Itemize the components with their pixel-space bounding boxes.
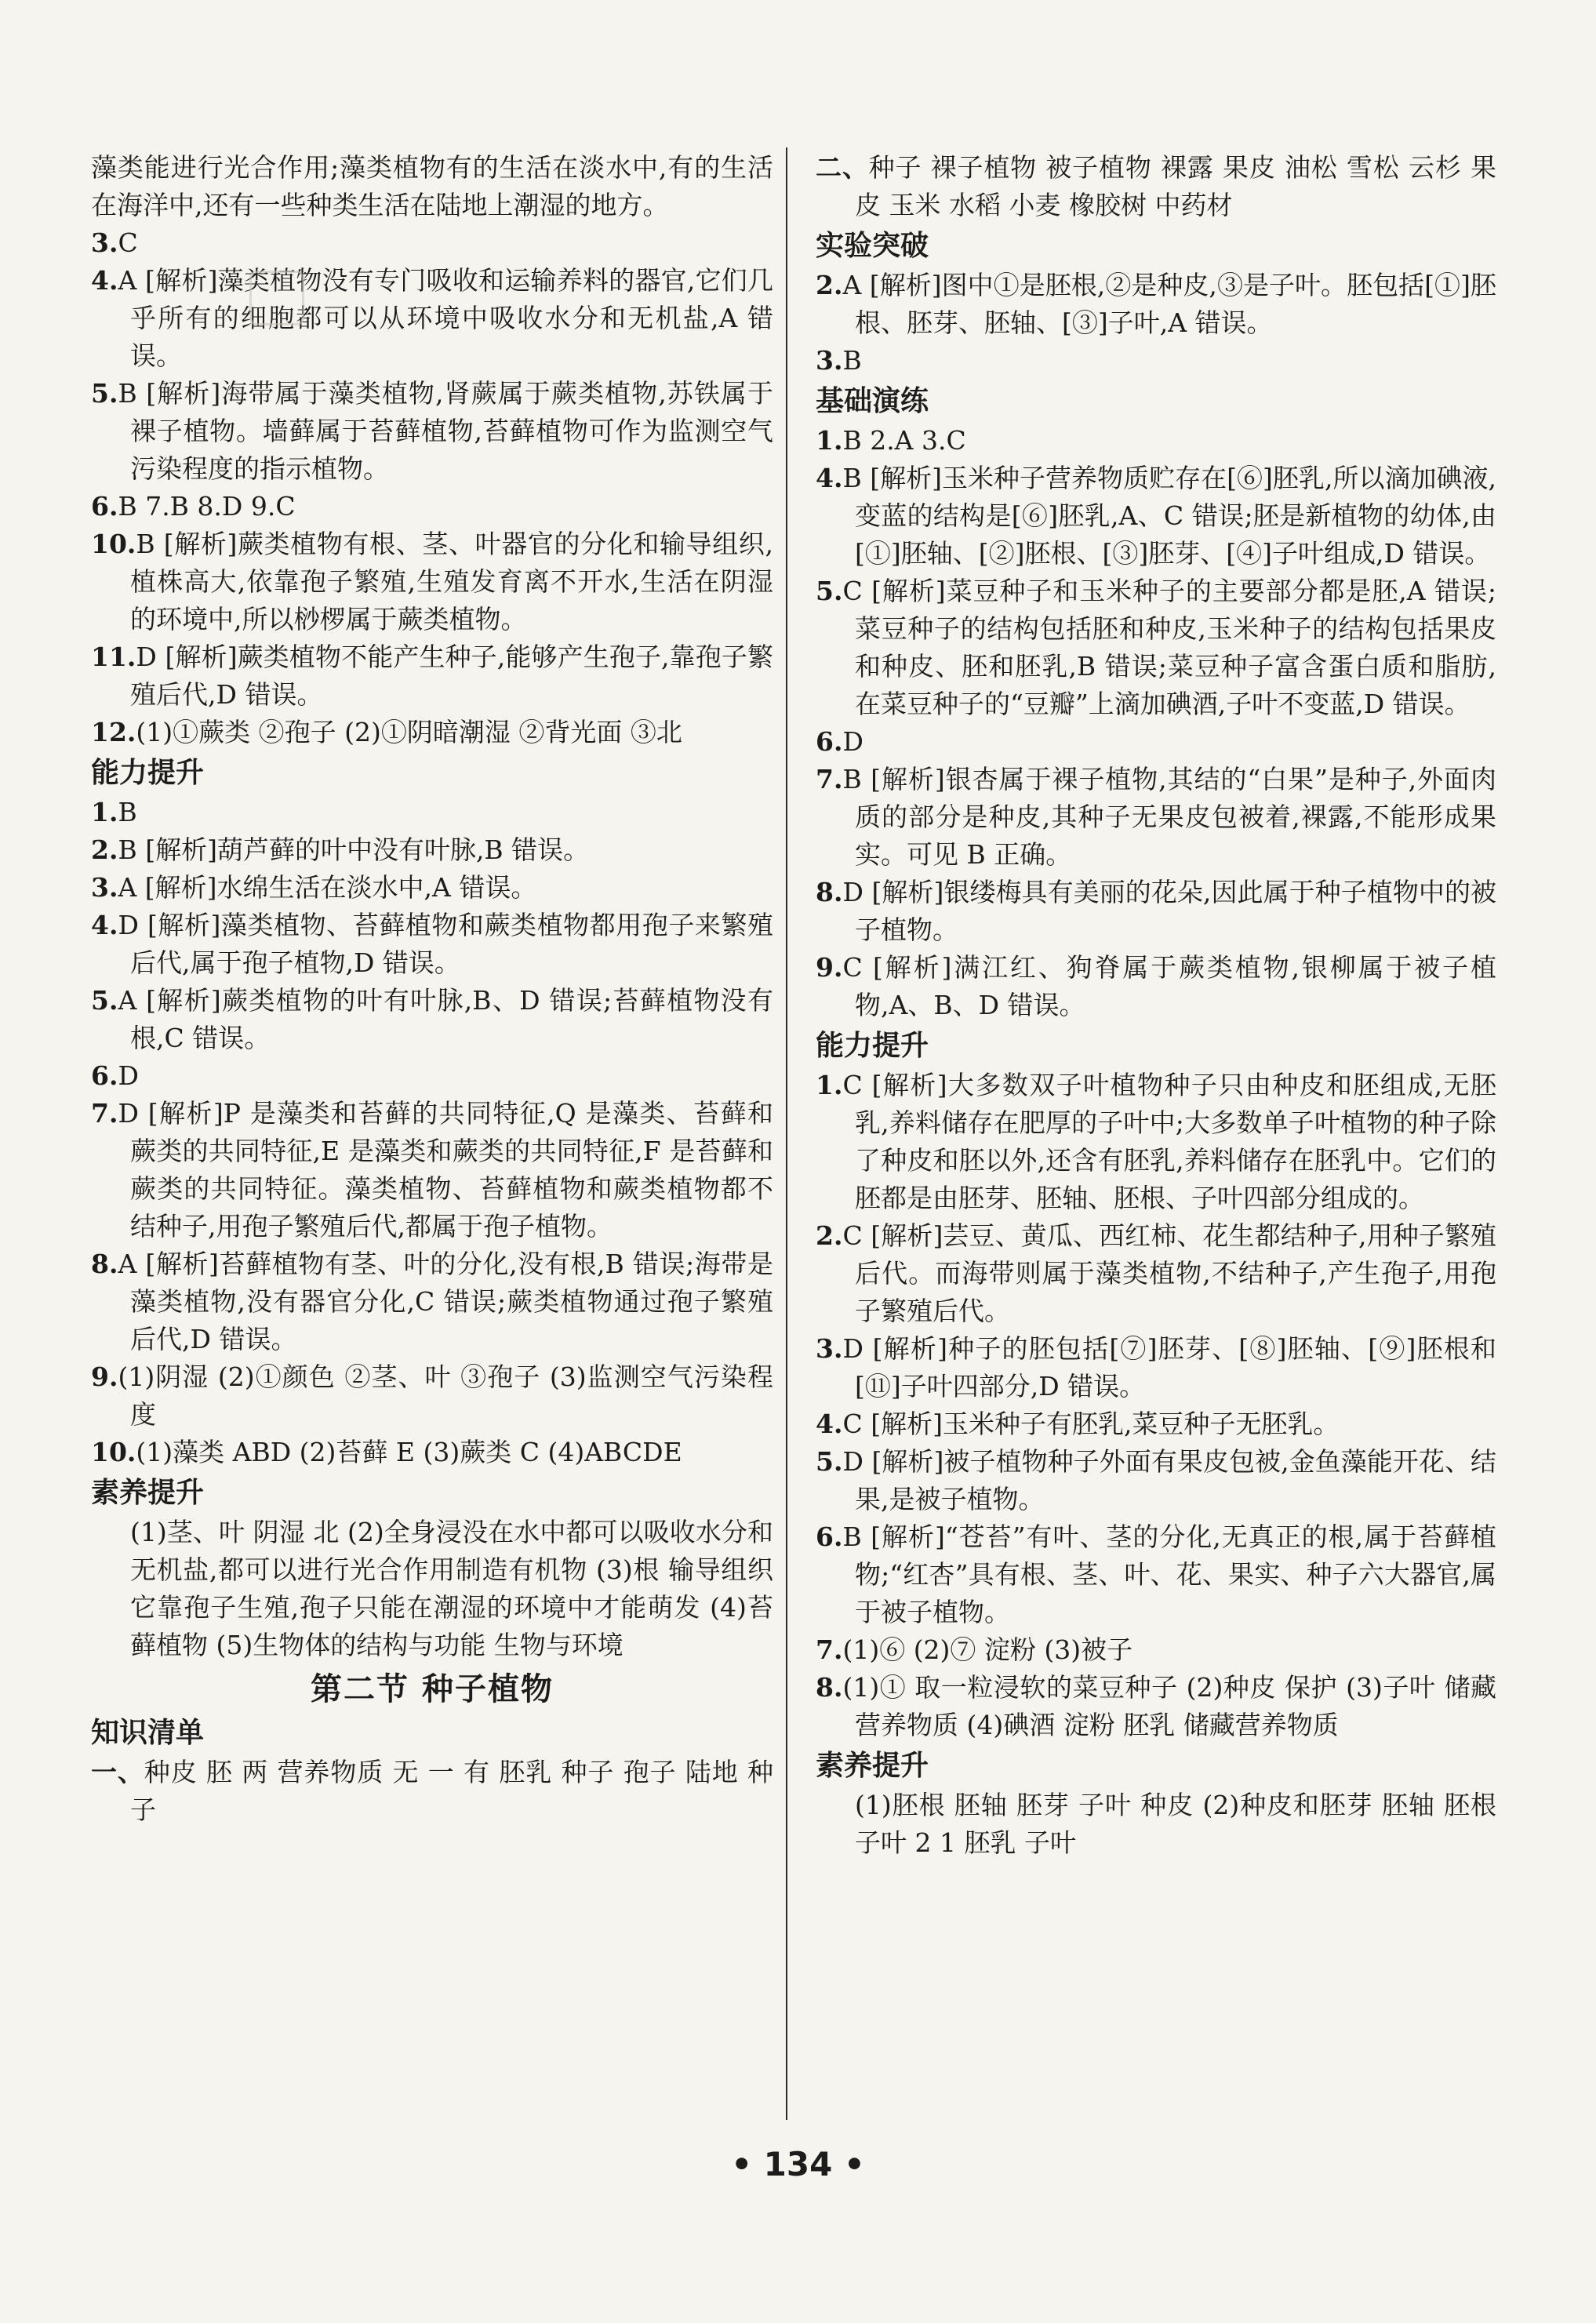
section-heading: 素养提升 (91, 1477, 205, 1509)
answer-text: C [解析]大多数双子叶植物种子只由种皮和胚组成,无胚乳,养料储存在肥厚的子叶中;大多数单子叶植物的种子除了种皮和胚以外,还含有胚乳,养料储存在胚乳中。它们的胚都是由胚芽、胚轴、胚根、子叶四部分组成的。 (842, 1070, 1496, 1213)
answer-number: 4. (91, 265, 118, 296)
page-number: • 134 • (731, 2145, 865, 2183)
answer-item (91, 869, 773, 907)
answer-number: 5. (816, 576, 843, 606)
answer-number: 2. (816, 1220, 843, 1251)
answer-text: (1)① 取一粒浸软的菜豆种子 (2)种皮 保护 (3)子叶 储藏营养物质 (4)碘酒 淀粉 胚乳 储藏营养物质 (842, 1672, 1496, 1740)
answer-number: 2. (91, 834, 118, 865)
answer-item (816, 1518, 1496, 1631)
answer-item (816, 949, 1496, 1024)
answer-number: 4. (816, 463, 843, 493)
answer-text: B (118, 797, 137, 827)
answer-text: D [解析]被子植物种子外面有果皮包被,金鱼藻能开花、结果,是被子植物。 (842, 1446, 1496, 1514)
answer-text: D [解析]P 是藻类和苔藓的共同特征,Q 是藻类、苔藓和蕨类的共同特征,E 是藻类和蕨类的共同特征,F 是苔藓和蕨类的共同特征。藻类植物、苔藓植物和蕨类植物都不结种子,用孢子繁殖后代,都属于孢子植物。 (118, 1098, 773, 1241)
answer-item (91, 1095, 773, 1245)
answer-item (91, 1434, 773, 1471)
answer-number: 6. (816, 1521, 843, 1552)
answer-item (91, 1245, 773, 1358)
answer-number: 7. (91, 1098, 118, 1129)
answer-number: 7. (816, 1634, 843, 1665)
answer-number: 二、 (816, 152, 869, 183)
answer-number: 5. (91, 985, 118, 1016)
section-heading: 能力提升 (816, 1030, 929, 1062)
answer-item (91, 794, 773, 831)
answer-number: 8. (816, 1672, 843, 1703)
answer-item (91, 262, 773, 375)
answer-text: C [解析]芸豆、黄瓜、西红柿、花生都结种子,用种子繁殖后代。而海带则属于藻类植物,不结种子,产生孢子,用孢子繁殖后代。 (842, 1220, 1496, 1326)
answer-number: 10. (91, 529, 136, 559)
left-column (91, 149, 773, 1829)
answer-item (91, 907, 773, 982)
answer-item (91, 1057, 773, 1095)
answer-number: 3. (91, 872, 118, 903)
section-heading: 能力提升 (91, 757, 205, 789)
answer-item (816, 723, 1496, 761)
answer-item (816, 267, 1496, 342)
answer-item (816, 1631, 1496, 1669)
answer-number: 8. (91, 1249, 118, 1279)
answer-number: 5. (816, 1446, 843, 1477)
answer-text: 种子 裸子植物 被子植物 裸露 果皮 油松 雪松 云杉 果皮 玉米 水稻 小麦 橡胶树 中药材 (855, 152, 1496, 220)
answer-number: 4. (91, 910, 118, 940)
answer-number: 4. (816, 1409, 843, 1439)
answer-text: B [解析]蕨类植物有根、茎、叶器官的分化和输导组织,植株高大,依靠孢子繁殖,生殖发育离不开水,生活在阴湿的环境中,所以桫椤属于蕨类植物。 (130, 529, 773, 634)
answer-text: (1)①蕨类 ②孢子 (2)①阴暗潮湿 ②背光面 ③北 (136, 717, 682, 747)
answer-text: C [解析]玉米种子有胚乳,菜豆种子无胚乳。 (842, 1409, 1340, 1439)
answer-number: 7. (816, 764, 843, 794)
answer-paragraph: (1)茎、叶 阴湿 北 (2)全身浸没在水中都可以吸收水分和无机盐,都可以进行光合作用制造有机物 (3)根 输导组织 它靠孢子生殖,孢子只能在潮湿的环境中才能萌发 (4)苔藓植物 (5)生物体的结构与功能 生物与环境 (130, 1517, 773, 1660)
right-column (816, 149, 1496, 1862)
answer-item (91, 982, 773, 1057)
section-heading: 素养提升 (816, 1750, 929, 1782)
answer-text: 种皮 胚 两 营养物质 无 一 有 胚乳 种子 孢子 陆地 种子 (130, 1757, 774, 1825)
answer-item (91, 638, 773, 714)
answer-text: A [解析]图中①是胚根,②是种皮,③是子叶。胚包括[①]胚根、胚芽、胚轴、[③]子叶,A 错误。 (842, 270, 1496, 338)
answer-item (91, 375, 773, 488)
answer-number: 6. (91, 1060, 118, 1091)
answer-item (91, 1754, 773, 1829)
answer-item (816, 342, 1496, 380)
answer-number: 10. (91, 1437, 136, 1467)
answer-text: (1)藻类 ABD (2)苔藓 E (3)蕨类 C (4)ABCDE (136, 1437, 682, 1467)
answer-number: 2. (816, 270, 843, 300)
answer-continuation: 藻类能进行光合作用;藻类植物有的生活在淡水中,有的生活在海洋中,还有一些种类生活在陆地上潮湿的地方。 (91, 152, 773, 220)
answer-text: B (842, 345, 862, 376)
answer-text: D [解析]藻类植物、苔藓植物和蕨类植物都用孢子来繁殖后代,属于孢子植物,D 错误。 (118, 910, 773, 978)
answer-text: C (118, 227, 138, 258)
answer-number: 1. (816, 1070, 843, 1100)
answer-number: 6. (816, 726, 843, 757)
answer-item (91, 831, 773, 869)
column-divider (786, 147, 787, 2120)
answer-text: D (118, 1060, 139, 1091)
answer-text: A [解析]蕨类植物的叶有叶脉,B、D 错误;苔藓植物没有根,C 错误。 (118, 985, 773, 1053)
answer-text: B [解析]海带属于藻类植物,肾蕨属于蕨类植物,苏铁属于裸子植物。墙藓属于苔藓植物,苔藓植物可作为监测空气污染程度的指示植物。 (118, 378, 773, 484)
answer-number: 8. (816, 877, 843, 907)
answer-text: B [解析]“苍苔”有叶、茎的分化,无真正的根,属于苔藓植物;“红杏”具有根、茎、叶、花、果实、种子六大器官,属于被子植物。 (842, 1521, 1496, 1627)
answer-item (816, 422, 1496, 460)
answer-item (816, 1067, 1496, 1217)
answer-item (816, 149, 1496, 224)
answer-number: 1. (816, 425, 843, 456)
answer-text: D [解析]种子的胚包括[⑦]胚芽、[⑧]胚轴、[⑨]胚根和[⑪]子叶四部分,D 错误。 (842, 1333, 1496, 1401)
answer-item (91, 714, 773, 751)
answer-item (816, 1669, 1496, 1744)
answer-text: B 7.B 8.D 9.C (118, 491, 296, 522)
answer-number: 一、 (91, 1757, 144, 1787)
watermark-logo (249, 271, 304, 325)
answer-text: D [解析]银缕梅具有美丽的花朵,因此属于种子植物中的被子植物。 (842, 877, 1496, 945)
answer-item (816, 1330, 1496, 1405)
answer-text: A [解析]苔藓植物有茎、叶的分化,没有根,B 错误;海带是藻类植物,没有器官分化,C 错误;蕨类植物通过孢子繁殖后代,D 错误。 (118, 1249, 773, 1354)
answer-text: A [解析]藻类植物没有专门吸收和运输养料的器官,它们几乎所有的细胞都可以从环境中吸收水分和无机盐,A 错误。 (118, 265, 773, 371)
answer-text: C [解析]满江红、狗脊属于蕨类植物,银柳属于被子植物,A、B、D 错误。 (842, 952, 1496, 1020)
section-heading: 实验突破 (816, 230, 929, 262)
answer-item (91, 488, 773, 525)
answer-item (816, 761, 1496, 874)
answer-item (816, 1217, 1496, 1330)
answer-item (816, 1405, 1496, 1443)
answer-text: D (842, 726, 863, 757)
answer-number: 1. (91, 797, 118, 827)
answer-item (816, 573, 1496, 723)
section-heading: 知识清单 (91, 1717, 205, 1749)
answer-number: 12. (91, 717, 136, 747)
answer-text: C [解析]菜豆种子和玉米种子的主要部分都是胚,A 错误;菜豆种子的结构包括胚和种皮,玉米种子的结构包括果皮和种皮、胚和胚乳,B 错误;菜豆种子富含蛋白质和脂肪,在菜豆种子的“豆瓣”上滴加碘酒,子叶不变蓝,D 错误。 (842, 576, 1496, 719)
answer-item (91, 525, 773, 638)
answer-text: D [解析]蕨类植物不能产生种子,能够产生孢子,靠孢子繁殖后代,D 错误。 (130, 642, 773, 710)
answer-number: 3. (816, 1333, 843, 1364)
answer-item (91, 224, 773, 262)
answer-text: B 2.A 3.C (842, 425, 966, 456)
answer-text: B [解析]银杏属于裸子植物,其结的“白果”是种子,外面肉质的部分是种皮,其种子无果皮包被着,裸露,不能形成果实。可见 B 正确。 (842, 764, 1496, 870)
answer-item (816, 1443, 1496, 1518)
answer-text: B [解析]葫芦藓的叶中没有叶脉,B 错误。 (118, 834, 590, 865)
answer-text: (1)⑥ (2)⑦ 淀粉 (3)被子 (842, 1634, 1133, 1665)
chapter-title: 第二节 种子植物 (311, 1671, 554, 1707)
answer-number: 9. (91, 1361, 118, 1392)
answer-text: (1)阴湿 (2)①颜色 ②茎、叶 ③孢子 (3)监测空气污染程度 (118, 1361, 773, 1430)
answer-number: 11. (91, 642, 136, 672)
answer-item (816, 460, 1496, 573)
section-heading: 基础演练 (816, 385, 929, 417)
answer-text: A [解析]水绵生活在淡水中,A 错误。 (118, 872, 537, 903)
answer-number: 6. (91, 491, 118, 522)
answer-item (91, 1358, 773, 1434)
answer-number: 3. (816, 345, 843, 376)
answer-number: 5. (91, 378, 118, 409)
answer-number: 9. (816, 952, 843, 983)
answer-paragraph: (1)胚根 胚轴 胚芽 子叶 种皮 (2)种皮和胚芽 胚轴 胚根 子叶 2 1 胚乳 子叶 (855, 1790, 1496, 1858)
answer-item (816, 874, 1496, 949)
answer-text: B [解析]玉米种子营养物质贮存在[⑥]胚乳,所以滴加碘液,变蓝的结构是[⑥]胚乳,A、C 错误;胚是新植物的幼体,由[①]胚轴、[②]胚根、[③]胚芽、[④]子叶组成,D 错误。 (842, 463, 1496, 569)
answer-number: 3. (91, 227, 118, 258)
